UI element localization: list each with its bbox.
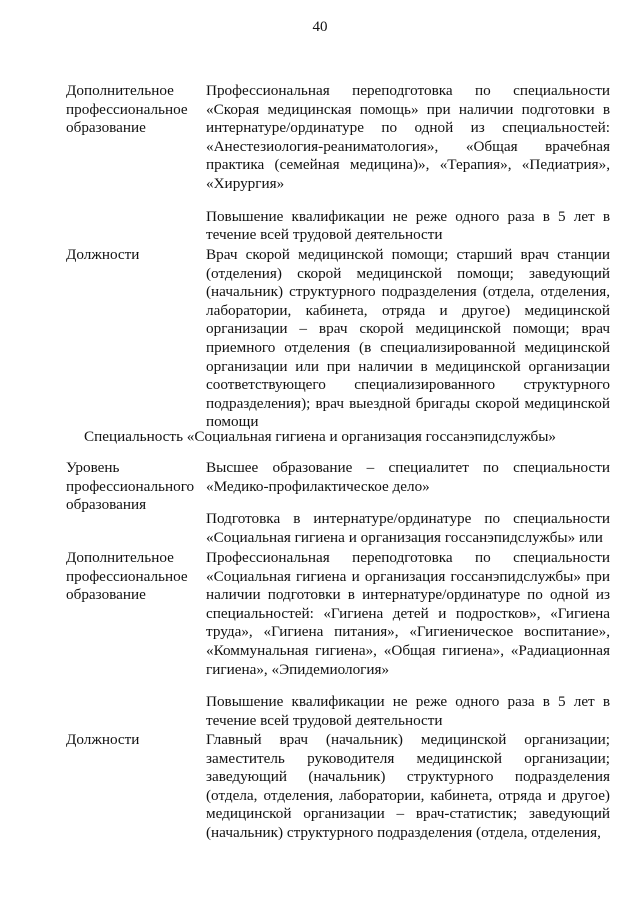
row-content [206, 731, 610, 843]
specialty-heading: Специальность «Социальная гигиена и организация госсанэпидслужбы» [83, 428, 557, 445]
paragraph: Профессиональная переподготовка по специальности «Социальная гигиена и организация госсанэпидслужбы» при наличии подготовки в интернатуре/ординатуре по одной из специальностей: «Гигиена детей и подростков», «Гигиена труда», «Гигиена питания», «Гигиеническое воспитание», «Коммунальная гигиена», «Общая гигиена», «Радиационная гигиена», «Эпидемиология» [206, 549, 610, 678]
paragraph: Высшее образование – специалитет по специальности «Медико-профилактическое дело» [206, 459, 610, 495]
row-label: Дополнительное профессиональное образование [66, 82, 188, 137]
page-number: 40 [312, 19, 328, 35]
row-content [206, 459, 610, 547]
row-content [206, 549, 610, 730]
row-label: Дополнительное профессиональное образование [66, 549, 188, 604]
paragraph: Подготовка в интернатуре/ординатуре по специальности «Социальная гигиена и организация госсанэпидслужбы» или [206, 510, 610, 546]
paragraph: Врач скорой медицинской помощи; старший врач станции (отделения) скорой медицинской помощи; заведующий (начальник) структурного подразделения (отдела, отделения, лаборатории, кабинета, отряда и другое) медицинской организации – врач скорой медицинской помощи; врач приемного отделения (в специализированной медицинской организации или при наличии в медицинской организации соответствующего специализированного структурного подразделения); врач выездной бригады скорой медицинской помощи [206, 246, 610, 431]
paragraph: Профессиональная переподготовка по специальности «Скорая медицинская помощь» при наличии подготовки в интернатуре/ординатуре по одной из специальностей: «Анестезиология-реаниматология», «Общая врачебная практика (семейная медицина)», «Терапия», «Педиатрия», «Хирургия» [206, 82, 610, 192]
row-content [206, 246, 610, 432]
row-label: Должности [66, 731, 140, 748]
row-label: Уровень профессионального образования [66, 459, 195, 514]
paragraph: Главный врач (начальник) медицинской организации; заместитель руководителя медицинской организации; заведующий (начальник) структурного подразделения (отдела, отделения, лаборатории, кабинета, отряда и другое) медицинской организации – врач-статистик; заведующий (начальник) структурного подразделения (отдела, отделения, [206, 731, 610, 841]
row-content [206, 82, 610, 245]
paragraph: Повышение квалификации не реже одного раза в 5 лет в течение всей трудовой деятельности [206, 693, 610, 729]
paragraph: Повышение квалификации не реже одного раза в 5 лет в течение всей трудовой деятельности [206, 207, 610, 244]
row-label: Должности [66, 246, 140, 263]
